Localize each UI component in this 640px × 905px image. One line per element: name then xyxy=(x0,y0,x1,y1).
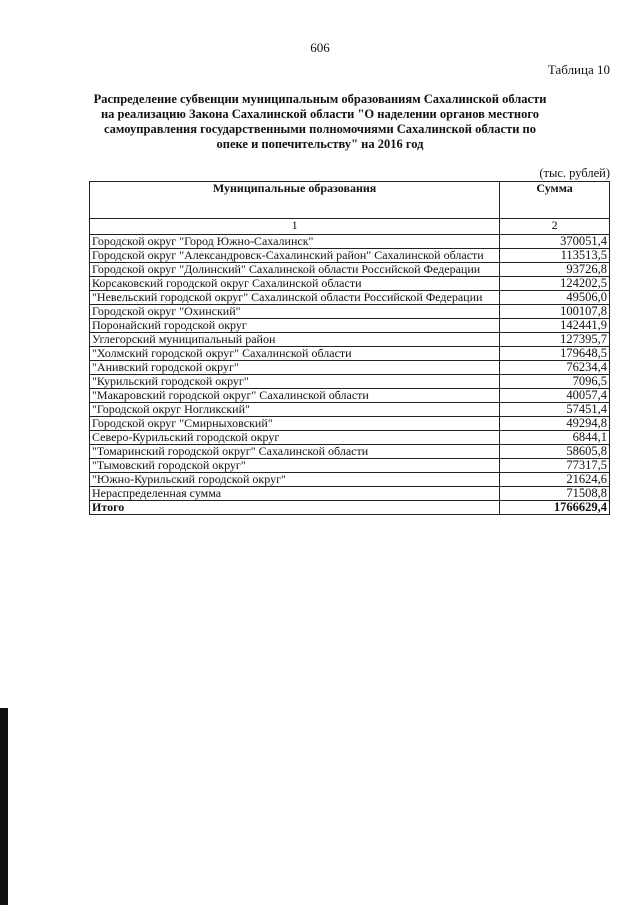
municipality-name: "Тымовский городской округ" xyxy=(90,459,500,473)
document-title: Распределение субвенции муниципальным образованиям Сахалинской области на реализацию Закона Сахалинской области "О наделении органов местного самоуправления государственными полномочиями Сахалинской области по опеке и попечительству" на 2016 год xyxy=(93,92,547,151)
table-row xyxy=(90,249,610,263)
subvention-sum: 49506,0 xyxy=(500,291,610,305)
subvention-sum: 93726,8 xyxy=(500,263,610,277)
subvention-sum: 57451,4 xyxy=(500,403,610,417)
municipality-name: Городской округ "Долинский" Сахалинской области Российской Федерации xyxy=(90,263,500,277)
subvention-sum: 100107,8 xyxy=(500,305,610,319)
municipality-name: "Холмский городской округ" Сахалинской области xyxy=(90,347,500,361)
municipality-name: Городской округ "Александровск-Сахалинский район" Сахалинской области xyxy=(90,249,500,263)
table-row xyxy=(90,459,610,473)
table-row xyxy=(90,305,610,319)
table-row xyxy=(90,389,610,403)
column-number: 2 xyxy=(500,219,610,235)
table-row xyxy=(90,445,610,459)
municipality-name: Городской округ "Смирныховский" xyxy=(90,417,500,431)
municipality-name: "Невельский городской округ" Сахалинской области Российской Федерации xyxy=(90,291,500,305)
table-label: Таблица 10 xyxy=(547,62,610,77)
subvention-sum: 124202,5 xyxy=(500,277,610,291)
subvention-sum: 142441,9 xyxy=(500,319,610,333)
subvention-sum: 370051,4 xyxy=(500,235,610,249)
page-number: 606 xyxy=(310,40,330,55)
municipality-name: Северо-Курильский городской округ xyxy=(90,431,500,445)
municipality-name: Углегорский муниципальный район xyxy=(90,333,500,347)
table-row xyxy=(90,347,610,361)
total-row xyxy=(90,501,610,515)
table-row xyxy=(90,375,610,389)
scan-edge-mark xyxy=(0,708,8,905)
table-row xyxy=(90,263,610,277)
subvention-sum: 179648,5 xyxy=(500,347,610,361)
column-number-row xyxy=(90,219,610,235)
subvention-sum: 6844,1 xyxy=(500,431,610,445)
table-row xyxy=(90,473,610,487)
municipality-name: Корсаковский городской округ Сахалинской области xyxy=(90,277,500,291)
subvention-sum: 40057,4 xyxy=(500,389,610,403)
subvention-sum: 127395,7 xyxy=(500,333,610,347)
municipality-name: "Южно-Курильский городской округ" xyxy=(90,473,500,487)
table-row xyxy=(90,361,610,375)
column-header-sum: Сумма xyxy=(500,182,610,219)
table-row xyxy=(90,333,610,347)
municipality-name: Городской округ "Охинский" xyxy=(90,305,500,319)
municipality-name: "Анивский городской округ" xyxy=(90,361,500,375)
subvention-sum: 58605,8 xyxy=(500,445,610,459)
municipality-name: "Городской округ Ногликский" xyxy=(90,403,500,417)
municipality-name: Нераспределенная сумма xyxy=(90,487,500,501)
subvention-table xyxy=(89,181,610,515)
column-header-municipality: Муниципальные образования xyxy=(90,182,500,219)
total-sum: 1766629,4 xyxy=(500,501,610,515)
table-row xyxy=(90,277,610,291)
subvention-sum: 7096,5 xyxy=(500,375,610,389)
municipality-name: "Томаринский городской округ" Сахалинской области xyxy=(90,445,500,459)
units-label: (тыс. рублей) xyxy=(539,166,610,180)
municipality-name: Поронайский городской округ xyxy=(90,319,500,333)
subvention-sum: 21624,6 xyxy=(500,473,610,487)
total-label: Итого xyxy=(90,501,500,515)
column-number: 1 xyxy=(90,219,500,235)
table-header-row xyxy=(90,182,610,219)
table-row xyxy=(90,431,610,445)
table-row xyxy=(90,403,610,417)
subvention-sum: 77317,5 xyxy=(500,459,610,473)
table-row xyxy=(90,291,610,305)
table-row xyxy=(90,417,610,431)
municipality-name: "Курильский городской округ" xyxy=(90,375,500,389)
subvention-sum: 71508,8 xyxy=(500,487,610,501)
table-row xyxy=(90,319,610,333)
table-row xyxy=(90,235,610,249)
subvention-sum: 113513,5 xyxy=(500,249,610,263)
subvention-sum: 76234,4 xyxy=(500,361,610,375)
municipality-name: Городской округ "Город Южно-Сахалинск" xyxy=(90,235,500,249)
table-row xyxy=(90,487,610,501)
municipality-name: "Макаровский городской округ" Сахалинской области xyxy=(90,389,500,403)
subvention-sum: 49294,8 xyxy=(500,417,610,431)
